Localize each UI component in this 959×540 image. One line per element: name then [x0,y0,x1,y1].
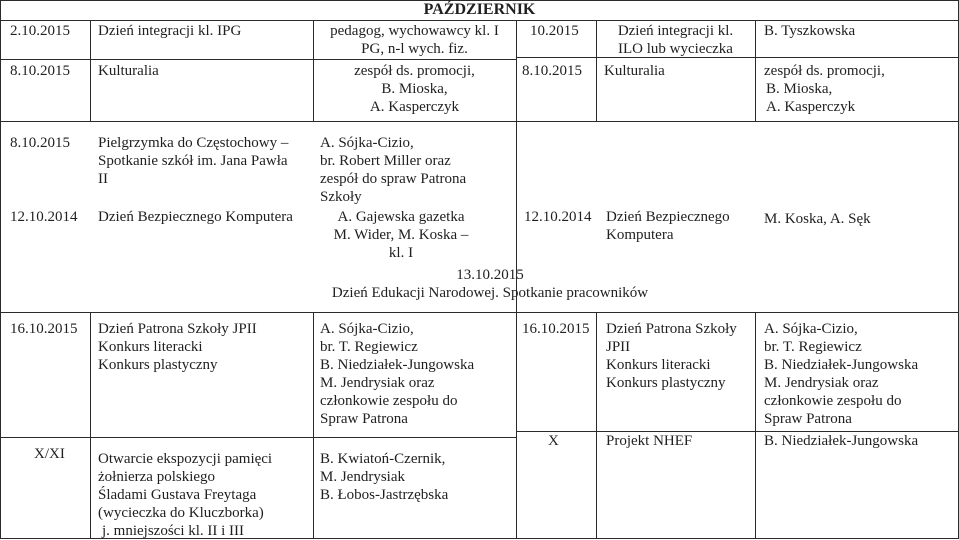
mid-row2-event: Dzień Bezpiecznego Komputera [98,209,293,225]
mid-row1-event: Pielgrzymka do Częstochowy – Spotkanie szkół im. Jana Pawła II [98,135,289,187]
mid-row2-person: A. Gajewska gazetka M. Wider, M. Koska – kl. I [333,209,469,261]
middle-section-divider [0,312,959,313]
mid-row1-date: 8.10.2015 [10,135,70,151]
br-row2-event: Projekt NHEF [606,433,693,449]
bl-col-divider-2 [313,312,314,538]
mid-right-date: 12.10.2014 [524,209,592,225]
mid-right-person: M. Koska, A. Sęk [764,211,871,227]
br-row1-event: Dzień Patrona Szkoły JPII Konkurs literacki Konkurs plastyczny [606,321,737,391]
tl-col-divider-1 [90,20,91,121]
bl-row1-person: A. Sójka-Cizio, br. T. Regiewicz B. Niedziałek-Jungowska M. Jendrysiak oraz członkowie zespołu do Spraw Patrona [320,321,475,427]
br-row1-person: A. Sójka-Cizio, br. T. Regiewicz B. Niedziałek-Jungowska M. Jendrysiak oraz członkowie zespołu do Spraw Patrona [764,321,919,427]
mid-right-event: Dzień Bezpiecznego Komputera [606,209,730,243]
bl-row1-event: Dzień Patrona Szkoły JPII Konkurs literacki Konkurs plastyczny [98,321,257,373]
top-section-divider [0,121,959,122]
tr-row2-date: 8.10.2015 [522,63,582,79]
tr-row2-person: zespół ds. promocji, B. Mioska, A. Kasperczyk [764,63,885,115]
page-title: PAŹDZIERNIK [423,1,536,18]
tl-row2-date: 8.10.2015 [10,63,70,79]
br-row2-person: B. Niedziałek-Jungowska [764,433,919,449]
tl-row1-event: Dzień integracji kl. IPG [98,23,242,39]
tl-row1-person: pedagog, wychowawcy kl. I PG, n-l wych. fiz. [330,23,499,57]
tl-row1-date: 2.10.2015 [10,23,70,39]
mid-row1-person: A. Sójka-Cizio, br. Robert Miller oraz zespół do spraw Patrona Szkoły [320,135,467,205]
bl-row2-event: Otwarcie ekspozycji pamięci żołnierza polskiego Śladami Gustava Freytaga (wycieczka do Kluczborka) j. mniejszości kl. II i III [98,451,273,539]
tr-col-divider-2 [755,20,756,121]
br-row1-date: 16.10.2015 [522,321,590,337]
bl-row2-person: B. Kwiatoń-Czernik, M. Jendrysiak B. Łobos-Jastrzębska [320,451,449,503]
bottom-left-row-divider [0,437,516,438]
mid-edu-event: Dzień Edukacji Narodowej. Spotkanie pracowników [331,285,649,301]
mid-edu-date: 13.10.2015 [456,267,524,283]
left-top-row-divider [0,59,516,60]
br-col-divider-2 [755,312,756,538]
tr-row2-event: Kulturalia [604,63,665,79]
tr-row1-date: 10.2015 [530,23,579,39]
tl-row2-event: Kulturalia [98,63,159,79]
br-col-divider-1 [596,312,597,538]
tr-row1-event: Dzień integracji kl. ILO lub wycieczka [617,23,734,57]
bl-row2-date: X/XI [34,446,65,462]
border-left [0,0,1,539]
bl-col-divider-1 [90,312,91,538]
tl-row2-person: zespół ds. promocji, B. Mioska, A. Kasperczyk [354,63,475,115]
mid-row2-date: 12.10.2014 [10,209,78,225]
tr-row1-person: B. Tyszkowska [764,23,856,39]
header-divider [0,20,959,21]
br-row2-date: X [548,433,559,449]
bl-row1-date: 16.10.2015 [10,321,78,337]
